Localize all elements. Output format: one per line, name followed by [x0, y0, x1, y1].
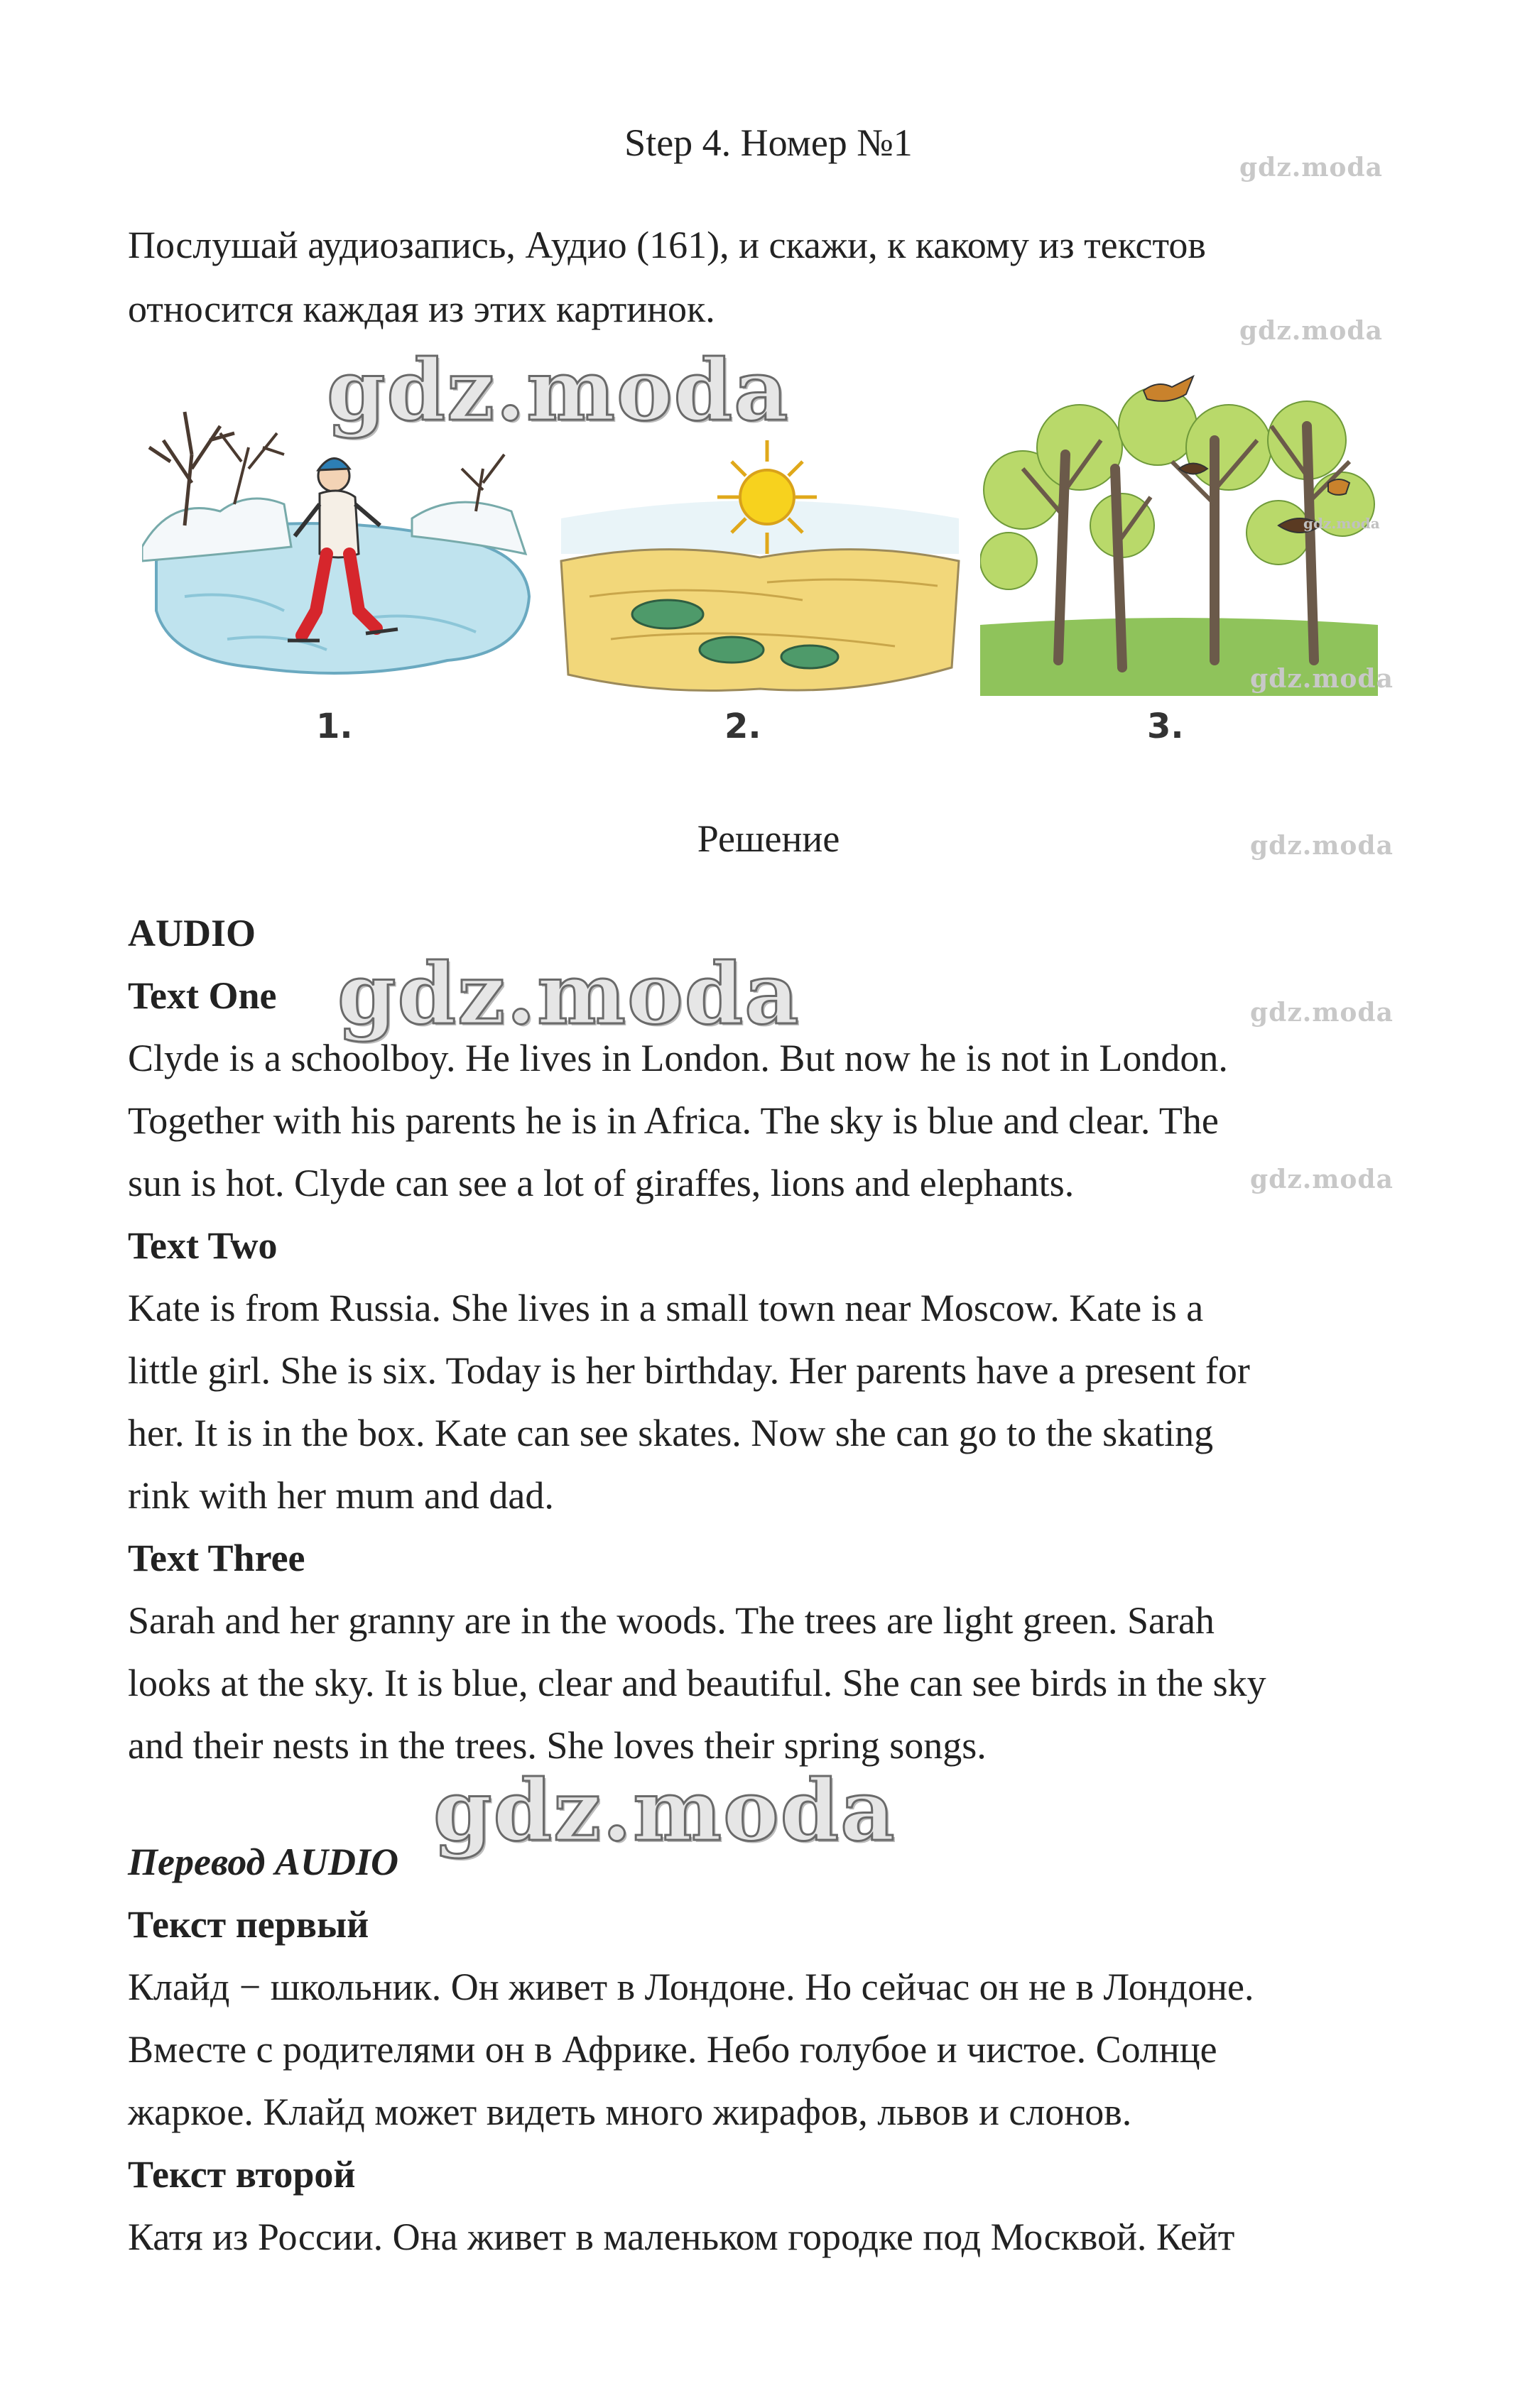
content — [128, 902, 1435, 2268]
audio-heading: AUDIO — [128, 912, 256, 954]
watermark-large: gdz.moda — [433, 1761, 896, 1860]
text-line: sun is hot. Clyde can see a lot of giraffes, lions and elephants. — [128, 1162, 1075, 1204]
text-line: жаркое. Клайд может видеть много жирафов, львов и слонов. — [128, 2091, 1132, 2133]
watermark: gdz.moda — [1250, 831, 1394, 861]
savanna-icon — [554, 433, 966, 703]
watermark-large: gdz.moda — [327, 341, 790, 440]
picture-number-2: 2. — [724, 707, 761, 746]
text-line: Клайд − школьник. Он живет в Лондоне. Но сейчас он не в Лондоне. — [128, 1966, 1254, 2008]
watermark-large: gdz.moda — [337, 944, 800, 1043]
solution-label: Решение — [697, 817, 840, 860]
watermark: gdz.moda — [1250, 998, 1394, 1028]
task-instruction — [128, 213, 1421, 341]
text-line: Вместе с родителями он в Африке. Небо голубое и чистое. Солнце — [128, 2028, 1217, 2071]
watermark: gdz.moda — [1239, 316, 1383, 346]
text-two-heading: Text Two — [128, 1224, 278, 1267]
watermark: gdz.moda — [1239, 153, 1383, 182]
text-line: rink with her mum and dad. — [128, 1474, 554, 1517]
text-line: Kate is from Russia. She lives in a small town near Moscow. Kate is a — [128, 1287, 1204, 1329]
translation-heading: Перевод AUDIO — [128, 1841, 398, 1883]
text-line: and their nests in the trees. She loves their spring songs. — [128, 1724, 987, 1767]
task-line: относится каждая из этих картинок. — [128, 288, 715, 330]
watermark: gdz.moda — [1250, 1165, 1394, 1194]
picture-number-3: 3. — [1147, 707, 1184, 746]
text-line: little girl. She is six. Today is her birthday. Her parents have a present for — [128, 1349, 1250, 1392]
page-title: Step 4. Номер №1 — [624, 121, 913, 164]
savanna-picture — [554, 433, 966, 703]
translation-one-heading: Текст первый — [128, 1903, 369, 1946]
task-line: Послушай аудиозапись, Аудио (161), и скажи, к какому из текстов — [128, 224, 1206, 266]
text-three-heading: Text Three — [128, 1537, 305, 1579]
watermark: gdz.moda — [1303, 515, 1380, 532]
text-one-heading: Text One — [128, 974, 277, 1017]
watermark: gdz.moda — [1250, 664, 1394, 694]
text-line: Sarah and her granny are in the woods. The trees are light green. Sarah — [128, 1599, 1215, 1642]
picture-number-1: 1. — [316, 707, 353, 746]
text-line: looks at the sky. It is blue, clear and beautiful. She can see birds in the sky — [128, 1662, 1266, 1704]
text-line: Clyde is a schoolboy. He lives in London. But now he is not in London. — [128, 1037, 1228, 1079]
text-line: Together with his parents he is in Africa. The sky is blue and clear. The — [128, 1099, 1219, 1142]
translation-two-heading: Текст второй — [128, 2153, 356, 2196]
text-line: her. It is in the box. Kate can see skates. Now she can go to the skating — [128, 1412, 1214, 1454]
text-line: Катя из России. Она живет в маленьком городке под Москвой. Кейт — [128, 2216, 1235, 2258]
